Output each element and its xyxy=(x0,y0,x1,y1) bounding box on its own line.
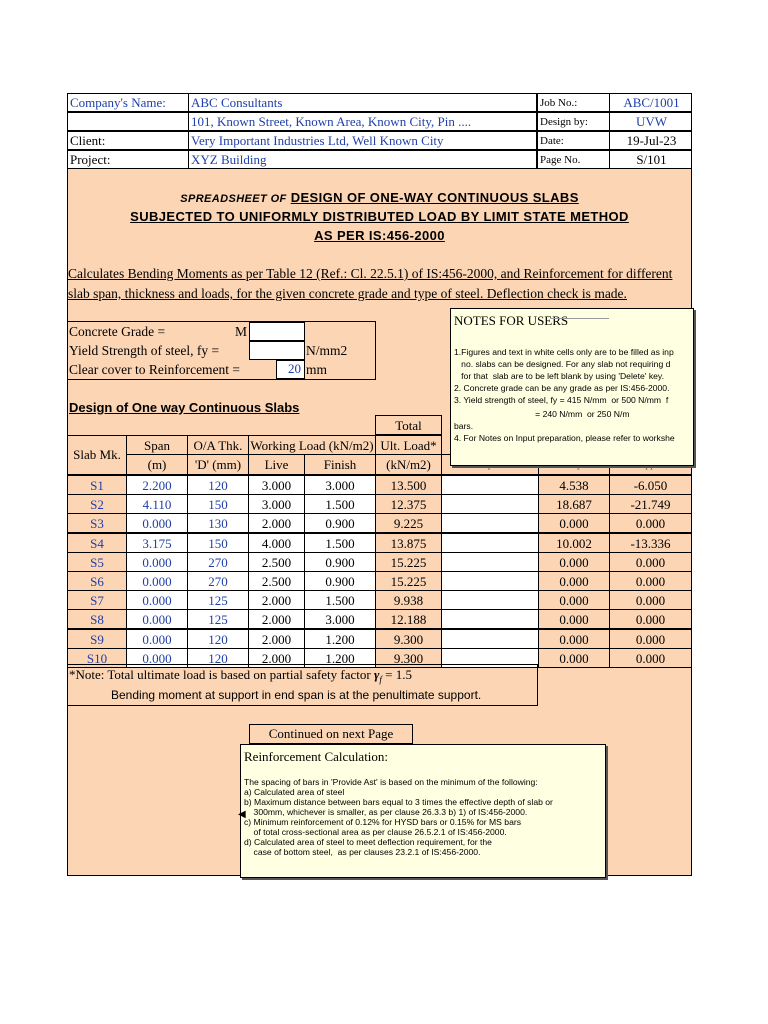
input-cell[interactable] xyxy=(441,590,539,610)
design-label: Design by: xyxy=(537,112,610,131)
midspan-moment-value: 0.000 xyxy=(538,648,610,668)
input-cell[interactable] xyxy=(441,494,539,514)
popup-pointer-icon: ◀ xyxy=(238,809,246,820)
finish-load-value[interactable]: 1.200 xyxy=(304,648,376,668)
slab-mark: S2 xyxy=(67,494,127,514)
slab-mark: S5 xyxy=(67,552,127,572)
span-value[interactable]: 3.175 xyxy=(126,533,188,553)
concrete-grade-label: Concrete Grade = xyxy=(69,324,166,339)
support-moment-value: 0.000 xyxy=(609,609,692,629)
thickness-value[interactable]: 120 xyxy=(187,648,249,668)
concrete-grade-input[interactable] xyxy=(249,322,305,341)
footnote-line-1 xyxy=(69,667,412,685)
notes-line: 3. Yield strength of steel, fy = 415 N/mm or 500 N/mm f xyxy=(454,395,669,405)
thickness-value[interactable]: 125 xyxy=(187,609,249,629)
span-value[interactable]: 0.000 xyxy=(126,513,188,533)
reinforcement-line: d) Calculated area of steel to meet deflection requirement, for the xyxy=(244,837,492,847)
span-value[interactable]: 0.000 xyxy=(126,648,188,668)
header-finish: Finish xyxy=(304,454,376,475)
footnote-text: *Note: Total ultimate load is based on partial safety factor xyxy=(69,667,371,682)
clear-cover-label: Clear cover to Reinforcement = xyxy=(69,362,241,377)
reinforcement-body xyxy=(244,777,553,857)
clear-cover-input[interactable]: 20 xyxy=(276,360,305,379)
input-cell[interactable] xyxy=(441,609,539,629)
support-moment-value: 0.000 xyxy=(609,648,692,668)
header-thickness: O/A Thk. xyxy=(187,435,249,455)
support-moment-value: 0.000 xyxy=(609,513,692,533)
header-span: Span xyxy=(126,435,188,455)
job-label: Job No.: xyxy=(537,93,610,112)
description-line-2: slab span, thickness and loads, for the given concrete grade and type of steel. Deflection check is made. xyxy=(68,286,627,301)
footnote-factor: = 1.5 xyxy=(381,667,413,682)
reinforcement-popup xyxy=(240,744,606,878)
notes-line: 1.Figures and text in white cells only are to be filled as inp xyxy=(454,347,674,357)
page-label: Page No. xyxy=(537,150,610,169)
header-live: Live xyxy=(248,454,305,475)
steel-yield-unit: N/mm2 xyxy=(306,343,348,358)
header-working-load: Working Load (kN/m2) xyxy=(248,435,376,455)
ultimate-load-value: 15.225 xyxy=(375,552,442,572)
header-ultimate-unit: (kN/m2) xyxy=(375,454,442,475)
span-value[interactable]: 2.200 xyxy=(126,475,188,495)
steel-yield-label: Yield Strength of steel, fy = xyxy=(69,343,220,358)
span-value[interactable]: 0.000 xyxy=(126,590,188,610)
live-load-value[interactable]: 3.000 xyxy=(248,494,305,514)
thickness-value[interactable]: 270 xyxy=(187,552,249,572)
live-load-value[interactable]: 2.000 xyxy=(248,648,305,668)
midspan-moment-value: 18.687 xyxy=(538,494,610,514)
date-label: Date: xyxy=(537,131,610,150)
notes-line: 4. For Notes on Input preparation, please refer to workshe xyxy=(454,433,675,443)
ultimate-load-value: 9.300 xyxy=(375,629,442,649)
live-load-value[interactable]: 2.000 xyxy=(248,609,305,629)
reinforcement-line: a) Calculated area of steel xyxy=(244,787,345,797)
thickness-value[interactable]: 125 xyxy=(187,590,249,610)
ultimate-load-value: 12.375 xyxy=(375,494,442,514)
span-value[interactable]: 0.000 xyxy=(126,609,188,629)
support-moment-value: -6.050 xyxy=(609,475,692,495)
title-sub: SUBJECTED TO UNIFORMLY DISTRIBUTED LOAD BY LIMIT STATE METHOD xyxy=(130,209,629,224)
notes-line: bars. xyxy=(454,421,474,431)
live-load-value[interactable]: 2.000 xyxy=(248,590,305,610)
live-load-value[interactable]: 4.000 xyxy=(248,533,305,553)
ultimate-load-value: 12.188 xyxy=(375,609,442,629)
header-slab-mark: Slab Mk. xyxy=(67,435,127,475)
reinforcement-line: b) Maximum distance between bars equal to 3 times the effective depth of slab or xyxy=(244,797,553,807)
midspan-moment-value: 10.002 xyxy=(538,533,610,553)
notes-popup xyxy=(450,308,694,466)
job-value[interactable]: ABC/1001 xyxy=(609,93,692,112)
slab-mark: S4 xyxy=(67,533,127,553)
span-value[interactable]: 0.000 xyxy=(126,552,188,572)
midspan-moment-value: 0.000 xyxy=(538,571,610,591)
ultimate-load-value: 13.875 xyxy=(375,533,442,553)
client-value[interactable]: Very Important Industries Ltd, Well Known City xyxy=(188,131,537,150)
address-label-cell xyxy=(67,112,189,131)
ultimate-load-value: 15.225 xyxy=(375,571,442,591)
reinforcement-title: Reinforcement Calculation: xyxy=(244,749,389,764)
notes-line: for that slab are to be left blank by using 'Delete' key. xyxy=(454,371,664,381)
notes-line: no. slabs can be designed. For any slab not requiring d xyxy=(454,359,671,369)
page-value[interactable]: S/101 xyxy=(609,150,692,169)
input-cell[interactable] xyxy=(441,533,539,553)
client-label: Client: xyxy=(67,131,189,150)
description-line-1: Calculates Bending Moments as per Table 12 (Ref.: Cl. 22.5.1) of IS:456-2000, and Reinforcement for different xyxy=(68,266,673,281)
section-title: Design of One way Continuous Slabs xyxy=(69,400,300,415)
live-load-value[interactable]: 2.500 xyxy=(248,571,305,591)
finish-load-value[interactable]: 0.900 xyxy=(304,552,376,572)
span-value[interactable]: 4.110 xyxy=(126,494,188,514)
finish-load-value[interactable]: 3.000 xyxy=(304,475,376,495)
live-load-value[interactable]: 2.000 xyxy=(248,629,305,649)
thickness-value[interactable]: 270 xyxy=(187,571,249,591)
steel-yield-input[interactable] xyxy=(249,341,305,360)
title-main: DESIGN OF ONE-WAY CONTINUOUS SLABS xyxy=(290,190,579,205)
finish-load-value[interactable]: 1.500 xyxy=(304,590,376,610)
clear-cover-unit: mm xyxy=(306,362,328,377)
finish-load-value[interactable]: 0.900 xyxy=(304,513,376,533)
slab-mark: S10 xyxy=(67,648,127,668)
reinforcement-line: The spacing of bars in 'Provide Ast' is based on the minimum of the following: xyxy=(244,777,538,787)
finish-load-value[interactable]: 1.500 xyxy=(304,533,376,553)
finish-load-value[interactable]: 1.200 xyxy=(304,629,376,649)
title-code: AS PER IS:456-2000 xyxy=(314,228,445,243)
midspan-moment-value: 0.000 xyxy=(538,513,610,533)
support-moment-value: -21.749 xyxy=(609,494,692,514)
slab-mark: S7 xyxy=(67,590,127,610)
midspan-moment-value: 0.000 xyxy=(538,552,610,572)
ultimate-load-value: 9.225 xyxy=(375,513,442,533)
reinforcement-line: of total cross-sectional area as per clause 26.5.2.1 of IS:456-2000. xyxy=(244,827,507,837)
input-cell[interactable] xyxy=(441,629,539,649)
slab-mark: S1 xyxy=(67,475,127,495)
footnote-line-2: Bending moment at support in end span is at the penultimate support. xyxy=(111,688,482,702)
midspan-moment-value: 0.000 xyxy=(538,629,610,649)
project-label: Project: xyxy=(67,150,189,169)
notes-line: 2. Concrete grade can be any grade as per IS:456-2000. xyxy=(454,383,670,393)
midspan-moment-value: 4.538 xyxy=(538,475,610,495)
ultimate-load-value: 9.300 xyxy=(375,648,442,668)
midspan-moment-value: 0.000 xyxy=(538,609,610,629)
support-moment-value: 0.000 xyxy=(609,590,692,610)
support-moment-value: 0.000 xyxy=(609,629,692,649)
reinforcement-line: 300mm, whichever is smaller, as per clause 26.3.3 b) 1) of IS:456-2000. xyxy=(244,807,528,817)
input-cell[interactable] xyxy=(441,513,539,533)
finish-load-value[interactable]: 1.500 xyxy=(304,494,376,514)
reinforcement-line: case of bottom steel, as per clauses 23.2.1 of IS:456-2000. xyxy=(244,847,481,857)
title-prefix: SPREADSHEET OF xyxy=(180,193,287,205)
input-cell[interactable] xyxy=(441,475,539,495)
slab-mark: S9 xyxy=(67,629,127,649)
thickness-value[interactable]: 130 xyxy=(187,513,249,533)
support-moment-value: 0.000 xyxy=(609,571,692,591)
ultimate-load-value: 13.500 xyxy=(375,475,442,495)
notes-body xyxy=(454,347,675,445)
notes-title: NOTES FOR USERS xyxy=(454,313,569,328)
date-value[interactable]: 19-Jul-23 xyxy=(609,131,692,150)
thickness-value[interactable]: 120 xyxy=(187,629,249,649)
live-load-value[interactable]: 3.000 xyxy=(248,475,305,495)
live-load-value[interactable]: 2.000 xyxy=(248,513,305,533)
slab-mark: S8 xyxy=(67,609,127,629)
support-moment-value: -13.336 xyxy=(609,533,692,553)
reinforcement-line: c) Minimum reinforcement of 0.12% for HYSD bars or 0.15% for MS bars xyxy=(244,817,522,827)
title-line-3 xyxy=(67,228,692,243)
company-address[interactable]: 101, Known Street, Known Area, Known City, Pin .... xyxy=(188,112,537,131)
notes-line: = 240 N/mm or 250 N/m xyxy=(454,409,630,419)
header-thickness-unit: 'D' (mm) xyxy=(187,454,249,475)
company-name[interactable]: ABC Consultants xyxy=(188,93,537,112)
design-value[interactable]: UVW xyxy=(609,112,692,131)
finish-load-value[interactable]: 0.900 xyxy=(304,571,376,591)
thickness-value[interactable]: 120 xyxy=(187,475,249,495)
header-span-unit: (m) xyxy=(126,454,188,475)
gamma-symbol: γ xyxy=(373,667,380,682)
concrete-grade-prefix: M xyxy=(235,324,248,339)
ultimate-load-value: 9.938 xyxy=(375,590,442,610)
title-line-2 xyxy=(67,209,692,224)
slab-mark: S3 xyxy=(67,513,127,533)
project-value[interactable]: XYZ Building xyxy=(188,150,537,169)
input-cell[interactable] xyxy=(441,552,539,572)
header-ultimate-load: Ult. Load* xyxy=(375,435,442,455)
gamma-subscript: f xyxy=(379,674,382,685)
support-moment-value: 0.000 xyxy=(609,552,692,572)
input-cell[interactable] xyxy=(441,571,539,591)
slab-mark: S6 xyxy=(67,571,127,591)
notes-title-decoration xyxy=(551,318,609,319)
thickness-value[interactable]: 150 xyxy=(187,494,249,514)
continued-label: Continued on next Page xyxy=(249,724,413,744)
description xyxy=(68,264,692,304)
company-label: Company's Name: xyxy=(67,93,189,112)
live-load-value[interactable]: 2.500 xyxy=(248,552,305,572)
header-total: Total xyxy=(375,415,442,435)
thickness-value[interactable]: 150 xyxy=(187,533,249,553)
title-line-1 xyxy=(67,190,692,205)
midspan-moment-value: 0.000 xyxy=(538,590,610,610)
span-value[interactable]: 0.000 xyxy=(126,571,188,591)
span-value[interactable]: 0.000 xyxy=(126,629,188,649)
finish-load-value[interactable]: 3.000 xyxy=(304,609,376,629)
